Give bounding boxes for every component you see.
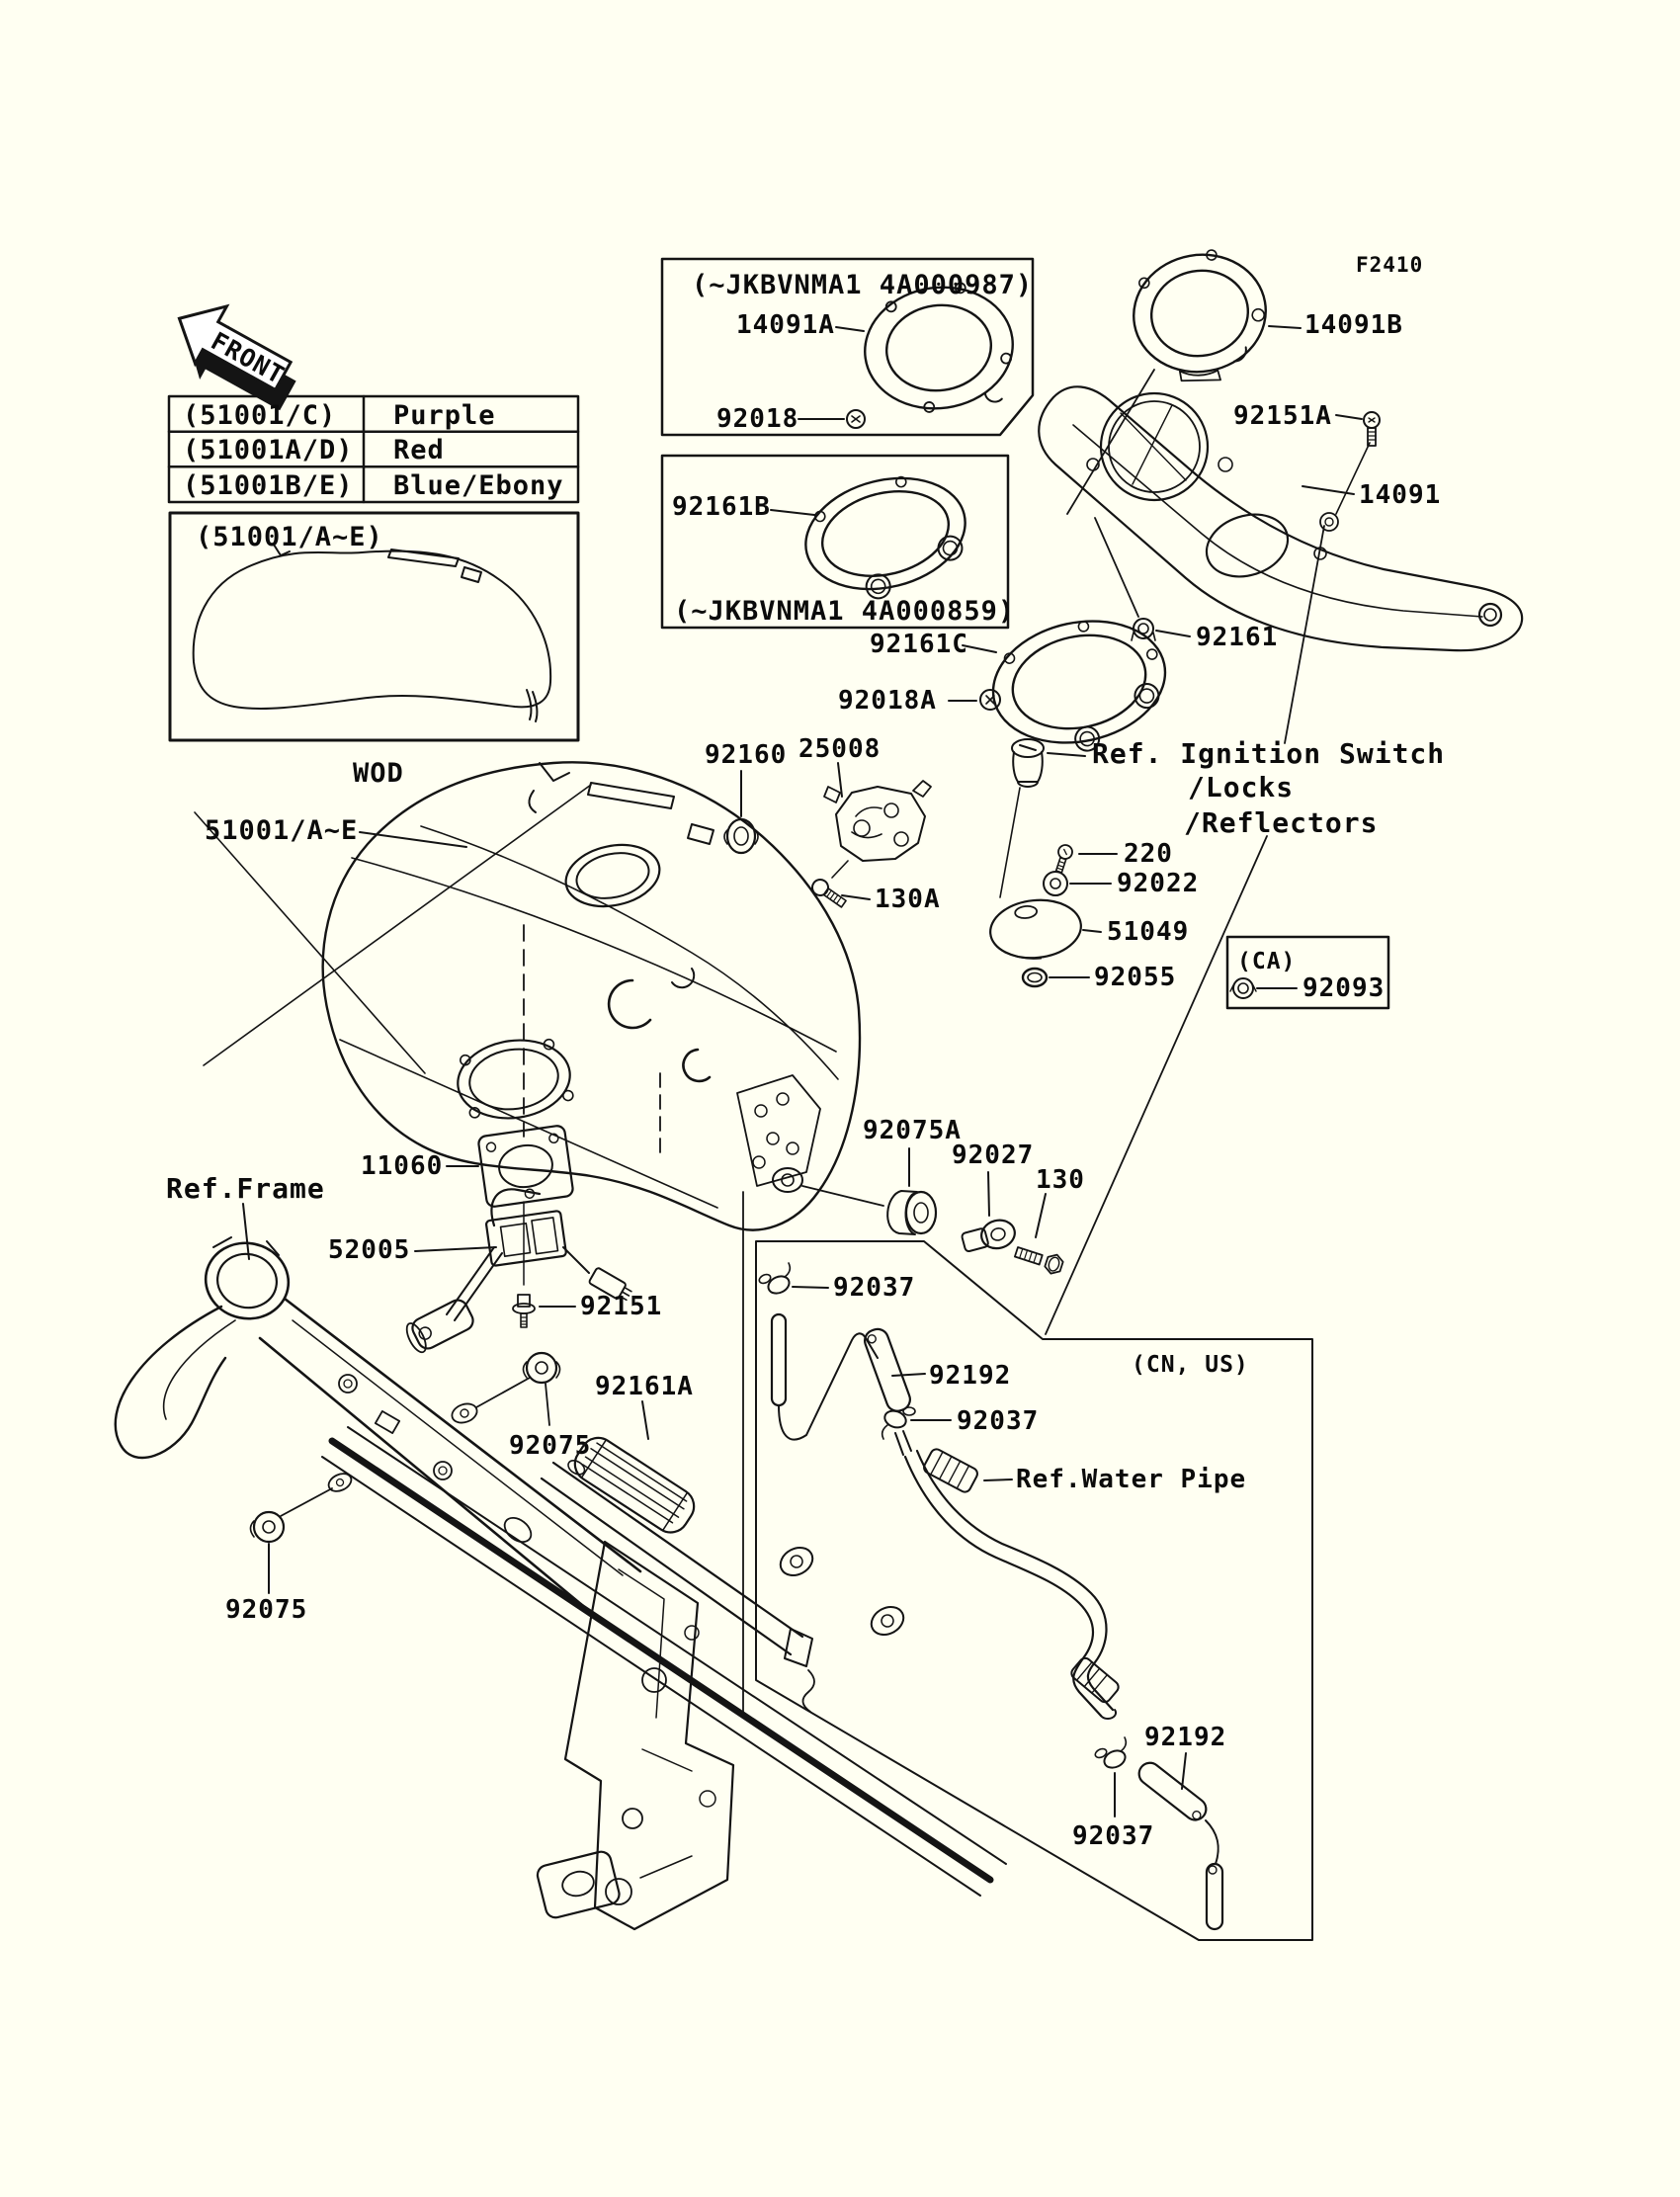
- bolt-130-drawing: [1013, 1194, 1064, 1276]
- part-label-52005: 52005: [328, 1235, 411, 1265]
- cap-cover-51049-drawing: [987, 895, 1101, 963]
- bolt-92151-drawing: [513, 1295, 575, 1327]
- clamp-92037-1-drawing: [758, 1263, 828, 1297]
- part-label-92027: 92027: [952, 1141, 1035, 1170]
- part-label-51001: 51001/A~E: [205, 815, 359, 846]
- part-label-92075-upper: 92075: [509, 1431, 592, 1461]
- part-label-130A: 130A: [875, 885, 941, 914]
- region-diagonal-line: [1046, 836, 1267, 1334]
- color-row-name-2: Red: [393, 435, 445, 465]
- ignition-leader-line: [1285, 526, 1324, 743]
- cn-us-region-label: (CN, US): [1132, 1352, 1249, 1378]
- ref-frame-label: Ref.Frame: [166, 1172, 325, 1205]
- part-label-51049: 51049: [1107, 917, 1190, 947]
- grommet-92075-lower-drawing: [251, 1471, 355, 1593]
- wod-label: WOD: [353, 758, 404, 789]
- part-label-92055: 92055: [1094, 963, 1177, 992]
- part-label-92151A: 92151A: [1233, 401, 1332, 431]
- color-row-code-1: (51001/C): [183, 400, 337, 431]
- part-label-92093: 92093: [1302, 973, 1386, 1003]
- part-label-92192-2: 92192: [1144, 1723, 1227, 1752]
- figure-code: F2410: [1356, 253, 1424, 277]
- color-row-code-3: (51001B/E): [183, 470, 354, 501]
- ref-ignition-switch-line2: /Locks: [1188, 771, 1295, 803]
- color-row-name-3: Blue/Ebony: [393, 470, 564, 501]
- part-label-130: 130: [1036, 1165, 1085, 1195]
- part-label-25008: 25008: [798, 734, 882, 764]
- inset-mid-serial: (~JKBVNMA1 4A000859): [674, 596, 1016, 627]
- inset-top-serial: (~JKBVNMA1 4A000987): [692, 270, 1034, 300]
- cn-us-region-border: [756, 1241, 1312, 1940]
- ignition-knob-drawing: [1000, 739, 1085, 897]
- ref-water-pipe-label: Ref.Water Pipe: [1016, 1465, 1247, 1494]
- screw-130A-drawing: [809, 877, 870, 910]
- clamp-92037-2-drawing: [882, 1407, 951, 1455]
- oring-92055-drawing: [1023, 969, 1089, 986]
- front-arrow-text: FRONT: [206, 326, 290, 390]
- meter-cover-gasket-b-drawing: [1067, 242, 1301, 514]
- part-label-92037-3: 92037: [1072, 1821, 1155, 1851]
- part-label-92151: 92151: [580, 1292, 663, 1321]
- part-label-92037-2: 92037: [957, 1406, 1040, 1436]
- part-label-92160: 92160: [705, 740, 788, 770]
- ref-ignition-switch-line3: /Reflectors: [1184, 806, 1379, 839]
- part-label-92161: 92161: [1196, 623, 1279, 652]
- part-label-92075A: 92075A: [863, 1116, 962, 1145]
- bracket-25008-drawing: [824, 763, 931, 878]
- part-label-92022: 92022: [1117, 869, 1200, 898]
- part-label-92075-lower: 92075: [225, 1595, 308, 1625]
- grommet-92022-drawing: [1044, 872, 1111, 895]
- gasket-11060-drawing: [447, 1125, 574, 1208]
- part-label-92018: 92018: [716, 404, 799, 434]
- part-label-14091B: 14091B: [1304, 310, 1403, 340]
- part-label-92037-1: 92037: [833, 1273, 916, 1303]
- color-row-name-1: Purple: [393, 400, 496, 431]
- part-label-11060: 11060: [361, 1151, 444, 1181]
- part-label-14091: 14091: [1359, 480, 1442, 510]
- hose-92192-1-drawing: [772, 1314, 925, 1440]
- part-label-92018A: 92018A: [838, 686, 937, 716]
- tank-outline-box-title: (51001/A~E): [196, 522, 383, 552]
- tank-bottom-gasket-drawing: [453, 1033, 575, 1125]
- ref-ignition-switch-line1: Ref. Ignition Switch: [1092, 737, 1446, 770]
- part-label-92192-1: 92192: [929, 1361, 1012, 1391]
- part-label-92161C: 92161C: [870, 630, 968, 659]
- fuel-gauge-52005-drawing: [403, 1189, 633, 1355]
- frame-drawing: [116, 1204, 1006, 1929]
- grommet-92075-upper-drawing: [450, 1353, 560, 1426]
- clamp-92037-3-drawing: [1094, 1737, 1128, 1817]
- part-label-92161B: 92161B: [672, 492, 771, 522]
- part-label-92161A: 92161A: [595, 1372, 694, 1401]
- grommet-92075A-drawing: [802, 1148, 936, 1234]
- collar-92027-drawing: [961, 1172, 1018, 1257]
- screw-92018-drawing: [847, 410, 865, 428]
- color-row-code-2: (51001A/D): [183, 435, 354, 465]
- meter-gasket-b-drawing: [794, 463, 978, 613]
- ca-box-label: (CA): [1237, 949, 1297, 974]
- part-label-220: 220: [1124, 839, 1173, 869]
- pin-220-drawing: [1052, 843, 1117, 874]
- part-label-14091A: 14091A: [736, 310, 835, 340]
